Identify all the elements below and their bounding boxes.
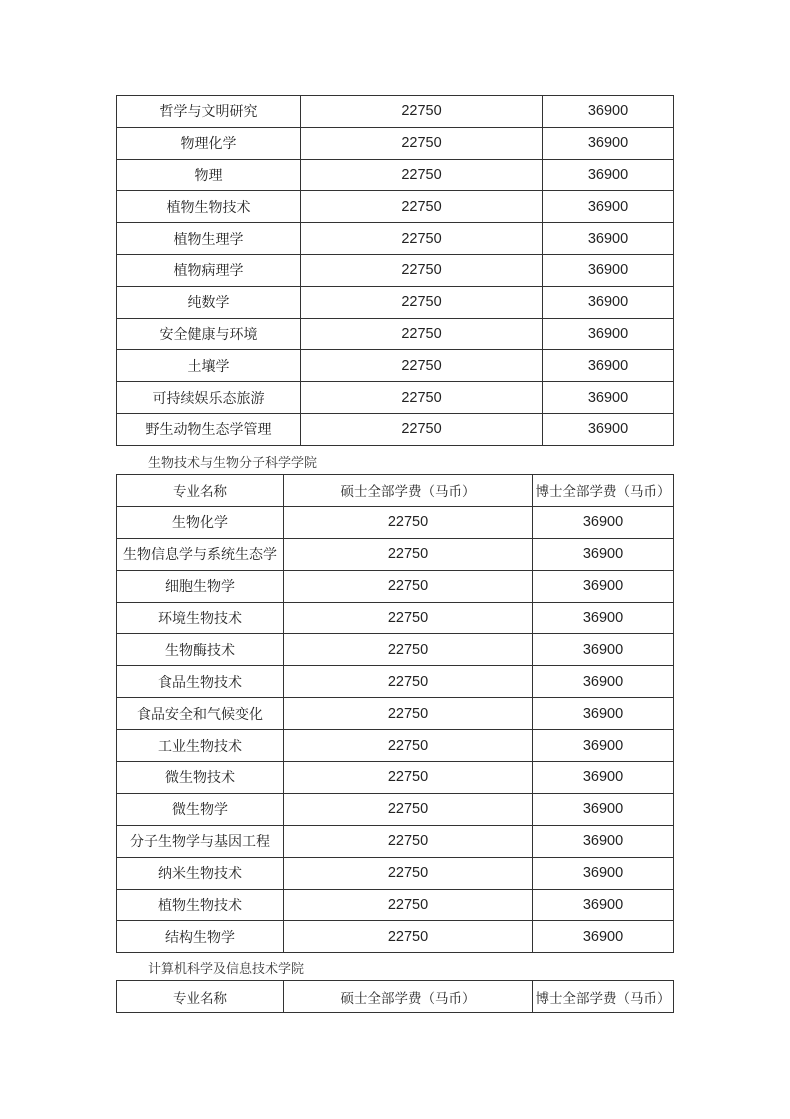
table-row xyxy=(117,921,674,953)
major-name-cell: 结构生物学 xyxy=(117,921,284,953)
table-row xyxy=(117,191,674,223)
phd-fee-cell: 36900 xyxy=(533,506,674,538)
master-fee-cell: 22750 xyxy=(301,223,543,255)
master-fee-cell: 22750 xyxy=(284,730,533,762)
table-row xyxy=(117,413,674,445)
major-name-cell: 安全健康与环境 xyxy=(117,318,301,350)
phd-fee-cell: 36900 xyxy=(533,570,674,602)
phd-fee-cell: 36900 xyxy=(543,96,674,128)
phd-fee-cell: 36900 xyxy=(543,382,674,414)
table-header-row xyxy=(117,981,674,1013)
phd-fee-cell: 36900 xyxy=(543,286,674,318)
table-row xyxy=(117,857,674,889)
major-name-cell: 生物信息学与系统生态学 xyxy=(117,538,284,570)
major-name-cell: 纳米生物技术 xyxy=(117,857,284,889)
header-phd-fee: 博士全部学费（马币） xyxy=(533,475,674,507)
major-name-cell: 食品安全和气候变化 xyxy=(117,698,284,730)
table-row xyxy=(117,666,674,698)
master-fee-cell: 22750 xyxy=(301,286,543,318)
master-fee-cell: 22750 xyxy=(301,382,543,414)
table-row xyxy=(117,318,674,350)
master-fee-cell: 22750 xyxy=(301,191,543,223)
tuition-table-body xyxy=(117,96,674,446)
table-row xyxy=(117,762,674,794)
master-fee-cell: 22750 xyxy=(284,698,533,730)
phd-fee-cell: 36900 xyxy=(533,825,674,857)
phd-fee-cell: 36900 xyxy=(533,698,674,730)
phd-fee-cell: 36900 xyxy=(533,793,674,825)
major-name-cell: 生物化学 xyxy=(117,506,284,538)
master-fee-cell: 22750 xyxy=(301,96,543,128)
major-name-cell: 生物酶技术 xyxy=(117,634,284,666)
table-row xyxy=(117,634,674,666)
header-major-name: 专业名称 xyxy=(117,981,284,1013)
major-name-cell: 土壤学 xyxy=(117,350,301,382)
table-row xyxy=(117,159,674,191)
table-row xyxy=(117,889,674,921)
section-title-computer-science: 计算机科学及信息技术学院 xyxy=(148,962,305,977)
major-name-cell: 可持续娱乐态旅游 xyxy=(117,382,301,414)
table-row xyxy=(117,570,674,602)
table-row xyxy=(117,538,674,570)
phd-fee-cell: 36900 xyxy=(543,127,674,159)
tuition-table-computer-science xyxy=(116,980,674,1013)
master-fee-cell: 22750 xyxy=(284,825,533,857)
master-fee-cell: 22750 xyxy=(301,159,543,191)
header-phd-fee: 博士全部学费（马币） xyxy=(533,981,674,1013)
major-name-cell: 野生动物生态学管理 xyxy=(117,413,301,445)
master-fee-cell: 22750 xyxy=(301,318,543,350)
phd-fee-cell: 36900 xyxy=(533,921,674,953)
tuition-table-body xyxy=(117,506,674,952)
major-name-cell: 食品生物技术 xyxy=(117,666,284,698)
master-fee-cell: 22750 xyxy=(284,538,533,570)
table-row xyxy=(117,223,674,255)
major-name-cell: 微生物学 xyxy=(117,793,284,825)
master-fee-cell: 22750 xyxy=(301,254,543,286)
phd-fee-cell: 36900 xyxy=(543,191,674,223)
header-master-fee: 硕士全部学费（马币） xyxy=(284,981,533,1013)
master-fee-cell: 22750 xyxy=(284,506,533,538)
master-fee-cell: 22750 xyxy=(284,857,533,889)
tuition-table-continued xyxy=(116,95,674,446)
table-row xyxy=(117,382,674,414)
phd-fee-cell: 36900 xyxy=(533,730,674,762)
major-name-cell: 植物生理学 xyxy=(117,223,301,255)
phd-fee-cell: 36900 xyxy=(533,602,674,634)
phd-fee-cell: 36900 xyxy=(543,223,674,255)
master-fee-cell: 22750 xyxy=(284,666,533,698)
phd-fee-cell: 36900 xyxy=(533,857,674,889)
header-master-fee: 硕士全部学费（马币） xyxy=(284,475,533,507)
master-fee-cell: 22750 xyxy=(284,602,533,634)
header-major-name: 专业名称 xyxy=(117,475,284,507)
phd-fee-cell: 36900 xyxy=(543,318,674,350)
table-row xyxy=(117,793,674,825)
major-name-cell: 物理化学 xyxy=(117,127,301,159)
major-name-cell: 工业生物技术 xyxy=(117,730,284,762)
phd-fee-cell: 36900 xyxy=(533,889,674,921)
major-name-cell: 纯数学 xyxy=(117,286,301,318)
major-name-cell: 细胞生物学 xyxy=(117,570,284,602)
master-fee-cell: 22750 xyxy=(301,413,543,445)
tuition-table-biotech xyxy=(116,474,674,953)
table-row xyxy=(117,698,674,730)
table-row xyxy=(117,286,674,318)
table-row xyxy=(117,825,674,857)
master-fee-cell: 22750 xyxy=(284,634,533,666)
table-row xyxy=(117,254,674,286)
master-fee-cell: 22750 xyxy=(284,921,533,953)
master-fee-cell: 22750 xyxy=(284,889,533,921)
phd-fee-cell: 36900 xyxy=(533,538,674,570)
major-name-cell: 植物病理学 xyxy=(117,254,301,286)
section-title-biotech: 生物技术与生物分子科学学院 xyxy=(148,456,318,471)
master-fee-cell: 22750 xyxy=(284,793,533,825)
major-name-cell: 物理 xyxy=(117,159,301,191)
master-fee-cell: 22750 xyxy=(284,762,533,794)
table-row xyxy=(117,96,674,128)
major-name-cell: 哲学与文明研究 xyxy=(117,96,301,128)
table-row xyxy=(117,127,674,159)
phd-fee-cell: 36900 xyxy=(533,634,674,666)
master-fee-cell: 22750 xyxy=(301,350,543,382)
major-name-cell: 植物生物技术 xyxy=(117,191,301,223)
master-fee-cell: 22750 xyxy=(284,570,533,602)
table-row xyxy=(117,730,674,762)
phd-fee-cell: 36900 xyxy=(543,350,674,382)
phd-fee-cell: 36900 xyxy=(533,762,674,794)
table-row xyxy=(117,350,674,382)
phd-fee-cell: 36900 xyxy=(543,159,674,191)
master-fee-cell: 22750 xyxy=(301,127,543,159)
major-name-cell: 微生物技术 xyxy=(117,762,284,794)
phd-fee-cell: 36900 xyxy=(543,413,674,445)
phd-fee-cell: 36900 xyxy=(533,666,674,698)
table-row xyxy=(117,506,674,538)
major-name-cell: 环境生物技术 xyxy=(117,602,284,634)
table-header-row xyxy=(117,475,674,507)
phd-fee-cell: 36900 xyxy=(543,254,674,286)
major-name-cell: 分子生物学与基因工程 xyxy=(117,825,284,857)
table-row xyxy=(117,602,674,634)
major-name-cell: 植物生物技术 xyxy=(117,889,284,921)
